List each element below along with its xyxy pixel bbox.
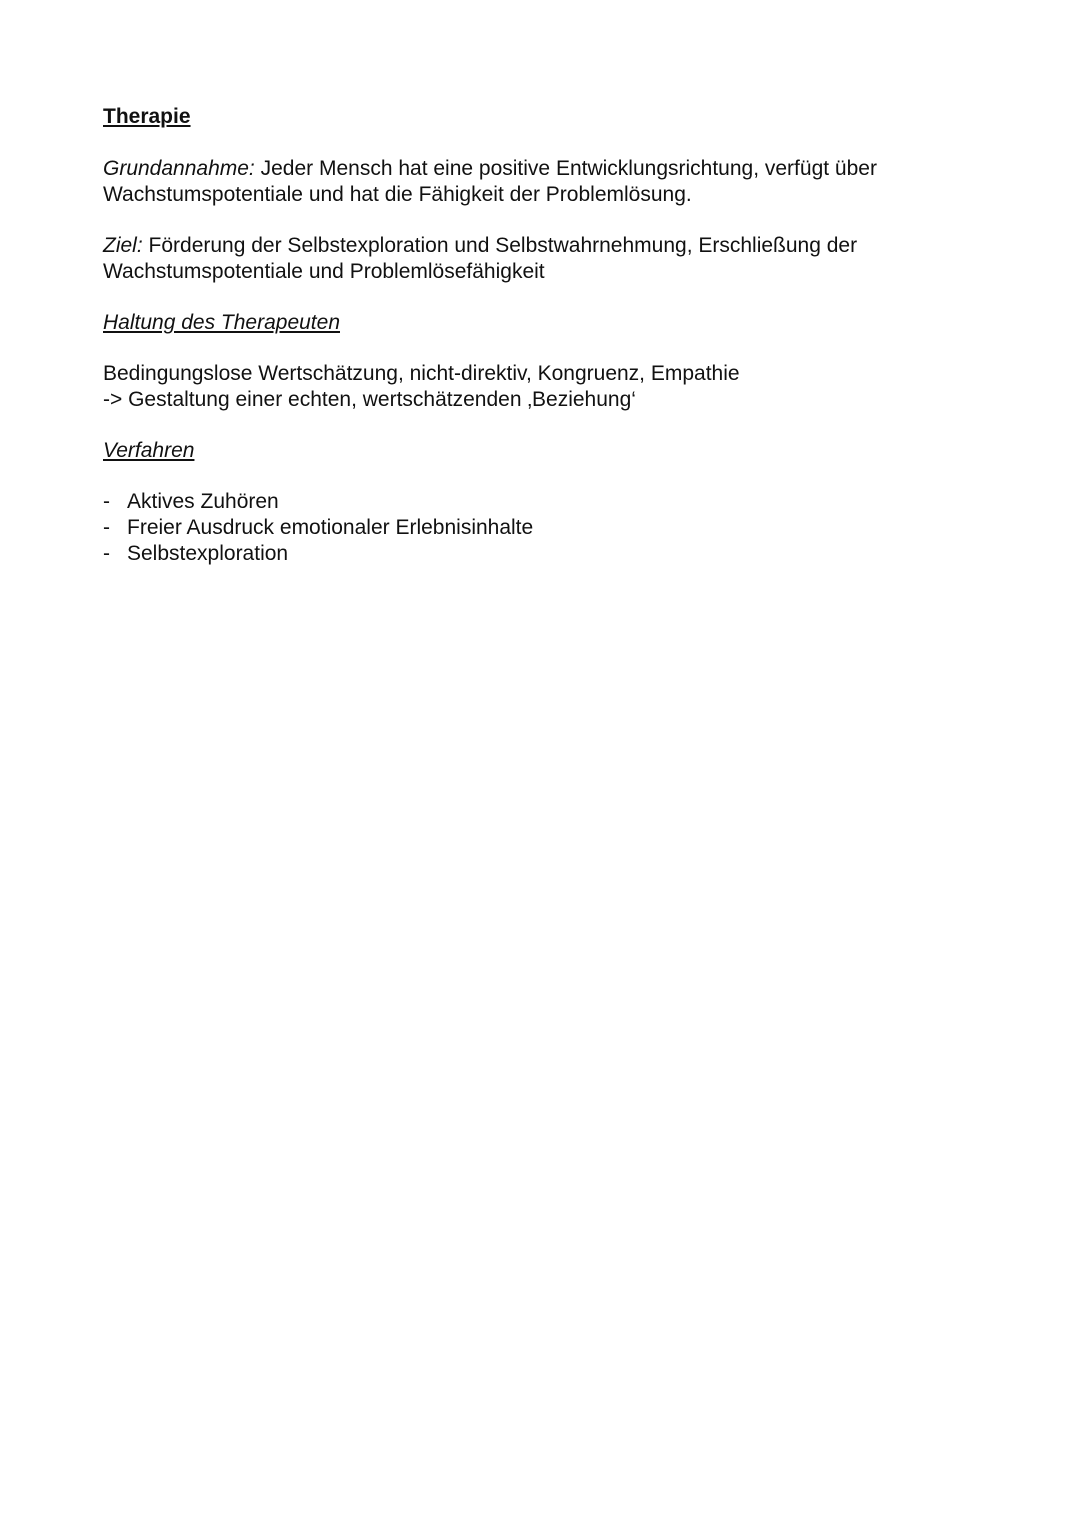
bullet-dash: - [103,490,110,513]
haltung-text-line2: -> Gestaltung einer echten, wertschätzenden ‚Beziehung‘ [103,388,636,411]
haltung-text-line1: Bedingungslose Wertschätzung, nicht-direktiv, Kongruenz, Empathie [103,362,740,385]
grundannahme-text-line2: Wachstumspotentiale und hat die Fähigkeit der Problemlösung. [103,183,692,206]
list-item-text: Freier Ausdruck emotionaler Erlebnisinhalte [127,516,534,539]
verfahren-list [103,489,983,567]
list-item [103,489,983,515]
list-item-text: Aktives Zuhören [127,490,279,513]
bullet-dash: - [103,542,110,565]
haltung-paragraph [103,361,983,413]
page-title: Therapie [103,105,191,128]
list-item [103,541,983,567]
bullet-dash: - [103,516,110,539]
list-item-text: Selbstexploration [127,542,289,565]
ziel-paragraph [103,233,983,285]
grundannahme-text-line1: Jeder Mensch hat eine positive Entwicklungsrichtung, verfügt über [254,157,877,180]
list-item [103,515,983,541]
ziel-label: Ziel: [103,234,143,257]
verfahren-heading: Verfahren [103,439,195,462]
document-content [103,104,983,567]
haltung-heading: Haltung des Therapeuten [103,311,340,334]
ziel-text-line2: Wachstumspotentiale und Problemlösefähigkeit [103,260,545,283]
ziel-text-line1: Förderung der Selbstexploration und Selbstwahrnehmung, Erschließung der [142,234,858,257]
grundannahme-paragraph [103,156,983,208]
grundannahme-label: Grundannahme: [103,157,255,180]
